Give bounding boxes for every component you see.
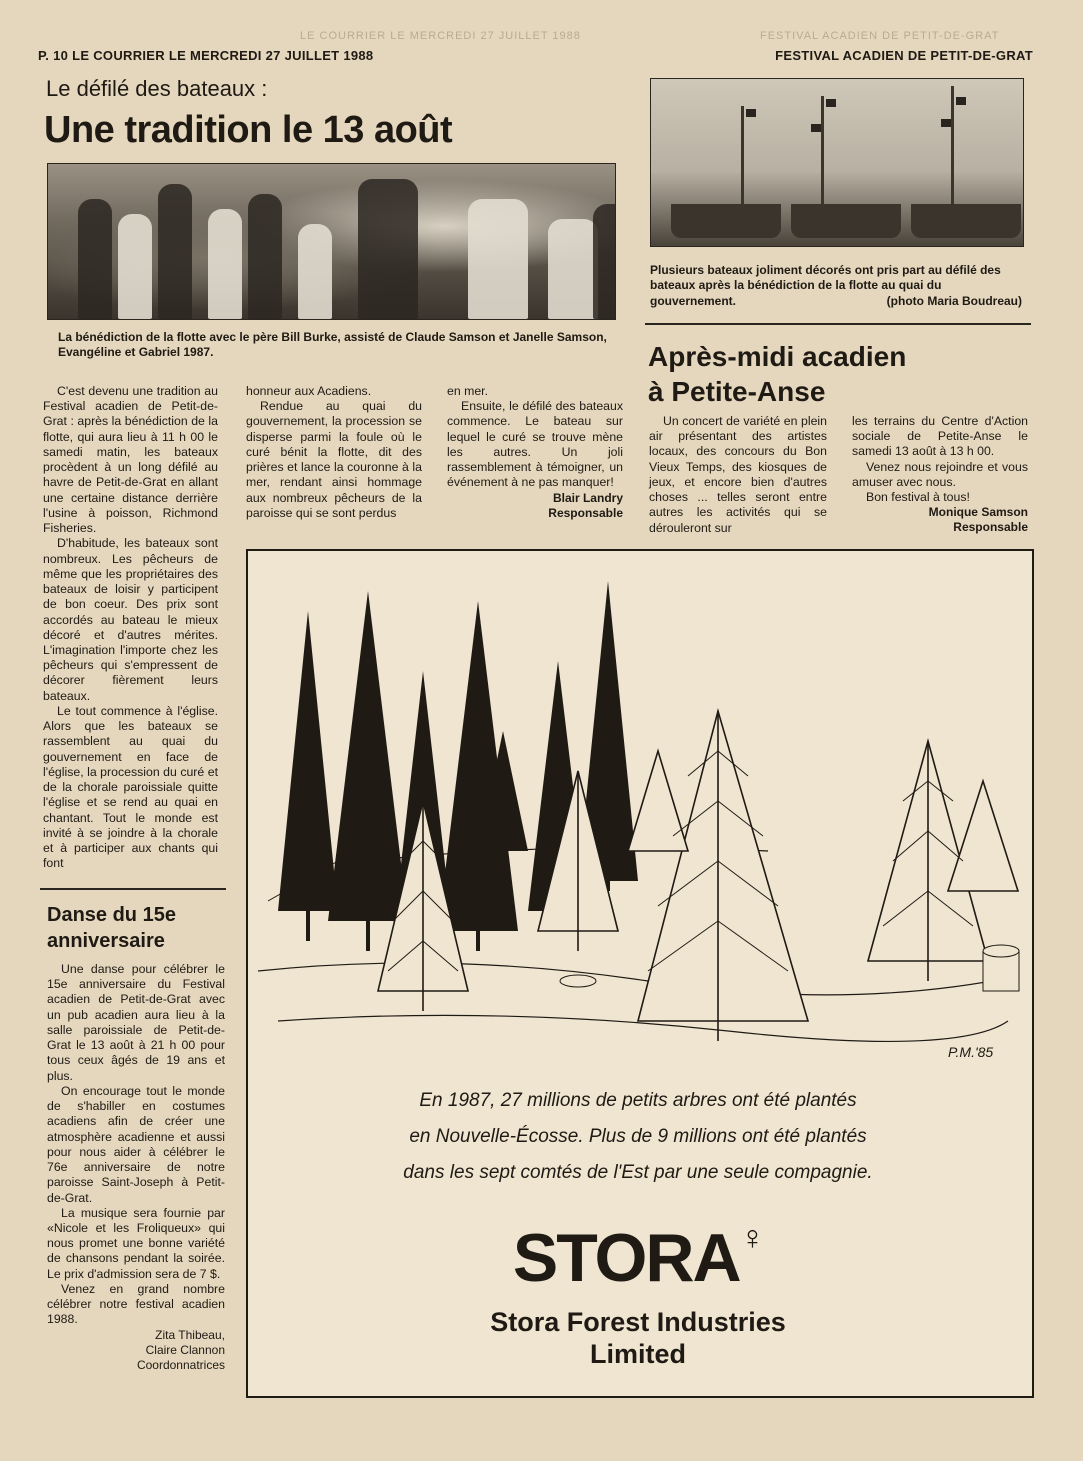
article-headline: Une tradition le 13 août [44, 109, 453, 151]
stora-advertisement [246, 549, 1034, 1398]
ad-copy: En 1987, 27 millions de petits arbres ont été plantés en Nouvelle-Écosse. Plus de 9 millions ont été plantés dans les sept comtés de l'Est par une seule compagnie. [403, 1090, 873, 1184]
apres-midi-column-1: Un concert de variété en plein air présentant des artistes locaux, des concours du Bon Vieux Temps, des kiosques de jeux, et encore bien d'autres choses ... telles seront entre autres les activités qui se dérouleront sur [649, 414, 827, 535]
blessing-photo-caption: La bénédiction de la flotte avec le père Bill Burke, assisté de Claude Samson et Janelle Samson, Evangéline et Gabriel 1987. [58, 330, 607, 360]
article-column-3: en mer. Ensuite, le défilé des bateaux commence. Le bateau sur lequel le curé se trouve mène les autres. Un joli rassemblement à témoigner, un événement à ne pas manquer! Blair Landry Responsable [447, 384, 623, 520]
boats-caption-text: Plusieurs bateaux joliment décorés ont pris part au défilé des bateaux après la bénédiction de la flotte au quai du gouvernement. [650, 263, 1001, 308]
danse-headline: Danse du 15e anniversaire [47, 904, 176, 952]
blessing-photo [47, 163, 616, 320]
stora-company-name: Stora Forest Industries Limited [490, 1307, 786, 1369]
danse-signature: Zita Thibeau, Claire Clannon Coordonnatrices [136, 1327, 225, 1372]
article-column-1: C'est devenu une tradition au Festival acadien de Petit-de-Grat : après la bénédiction de la flotte, qui aura lieu à 11 h 00 le samedi matin, les bateaux procèdent à un long défilé au havre de Petit-de-Grat en allant une certaine distance derrière l'usine à poisson, Richmond Fisheries. D'habitude, les bateaux sont nombreux. Les pêcheurs de même que les propriétaires des bateaux de loisir y participent de bon coeur. Des prix sont accordés au bateau le mieux décoré et d'autres mérites. L'imagination l'importe chez les pêcheurs qui s'empressent de décorer fièrement leurs bateaux. Le tout commence à l'église. Alors que les bateaux se rassemblent au quai du gouvernement en face de l'église, la procession du curé et de la chorale paroissiale quitte l'église et se rend au quai en chantant. Tout le monde est invité à se joindre à la chorale et à participer aux chants qui font [43, 384, 218, 871]
bleed-through-left: LE COURRIER LE MERCREDI 27 JUILLET 1988 [300, 30, 581, 42]
column-rule-right [645, 323, 1031, 325]
article-signature: Blair Landry Responsable [548, 490, 623, 520]
bleed-through-right: FESTIVAL ACADIEN DE PETIT-DE-GRAT [760, 30, 1000, 42]
article-column-2: honneur aux Acadiens. Rendue au quai du gouvernement, la procession se disperse parmi la foule où le curé bénit la flotte, dit des prières et lance la couronne à la mer, rendant ainsi hommage aux nombreux pêcheurs de la paroisse qui se sont perdus [246, 384, 422, 520]
illustration-signature: P.M.'85 [948, 1044, 994, 1060]
apres-midi-column-2: les terrains du Centre d'Action sociale de Petite-Anse le samedi 13 août à 13 h 00. Venez nous rejoindre et vous amuser avec nous. Bon festival à tous! Monique Samson Responsable [852, 414, 1028, 535]
boats-photo [650, 78, 1024, 247]
column-rule-left [40, 888, 226, 890]
danse-body: Une danse pour célébrer le 15e anniversaire du Festival acadien de Petit-de-Grat avec un pub acadien aura lieu à la salle paroissiale de Petit-de-Grat le 13 août à 21 h 00 pour tous ceux âgés de 19 ans et plus. On encourage tout le monde de s'habiller en costumes acadiens afin de créer une atmosphère acadienne et aussi pour nous aider à célébrer le 76e anniversaire de notre paroisse Saint-Joseph à Petit-de-Grat. La musique sera fournie par «Nicole et les Froliqueux» qui nous promet une bonne variété de chansons pendant la soirée. Le prix d'admission sera de 7 $. Venez en grand nombre célébrer notre festival acadien 1988. Zita Thibeau, Claire Clannon Coordonnatrices [47, 962, 225, 1372]
page-header-right: FESTIVAL ACADIEN DE PETIT-DE-GRAT [775, 48, 1033, 63]
stora-symbol-icon: ♀ [739, 1219, 764, 1257]
forest-illustration [248, 551, 1028, 1061]
apres-midi-headline: Après-midi acadien à Petite-Anse [648, 341, 907, 407]
boats-photo-caption [650, 263, 1022, 309]
stora-logo: STORA♀ [512, 1219, 764, 1296]
apres-midi-signature: Monique Samson Responsable [928, 505, 1028, 535]
photo-credit: (photo Maria Boudreau) [886, 293, 1022, 308]
article-kicker: Le défilé des bateaux : [46, 76, 268, 101]
page-header-left: P. 10 LE COURRIER LE MERCREDI 27 JUILLET 1988 [38, 48, 374, 63]
